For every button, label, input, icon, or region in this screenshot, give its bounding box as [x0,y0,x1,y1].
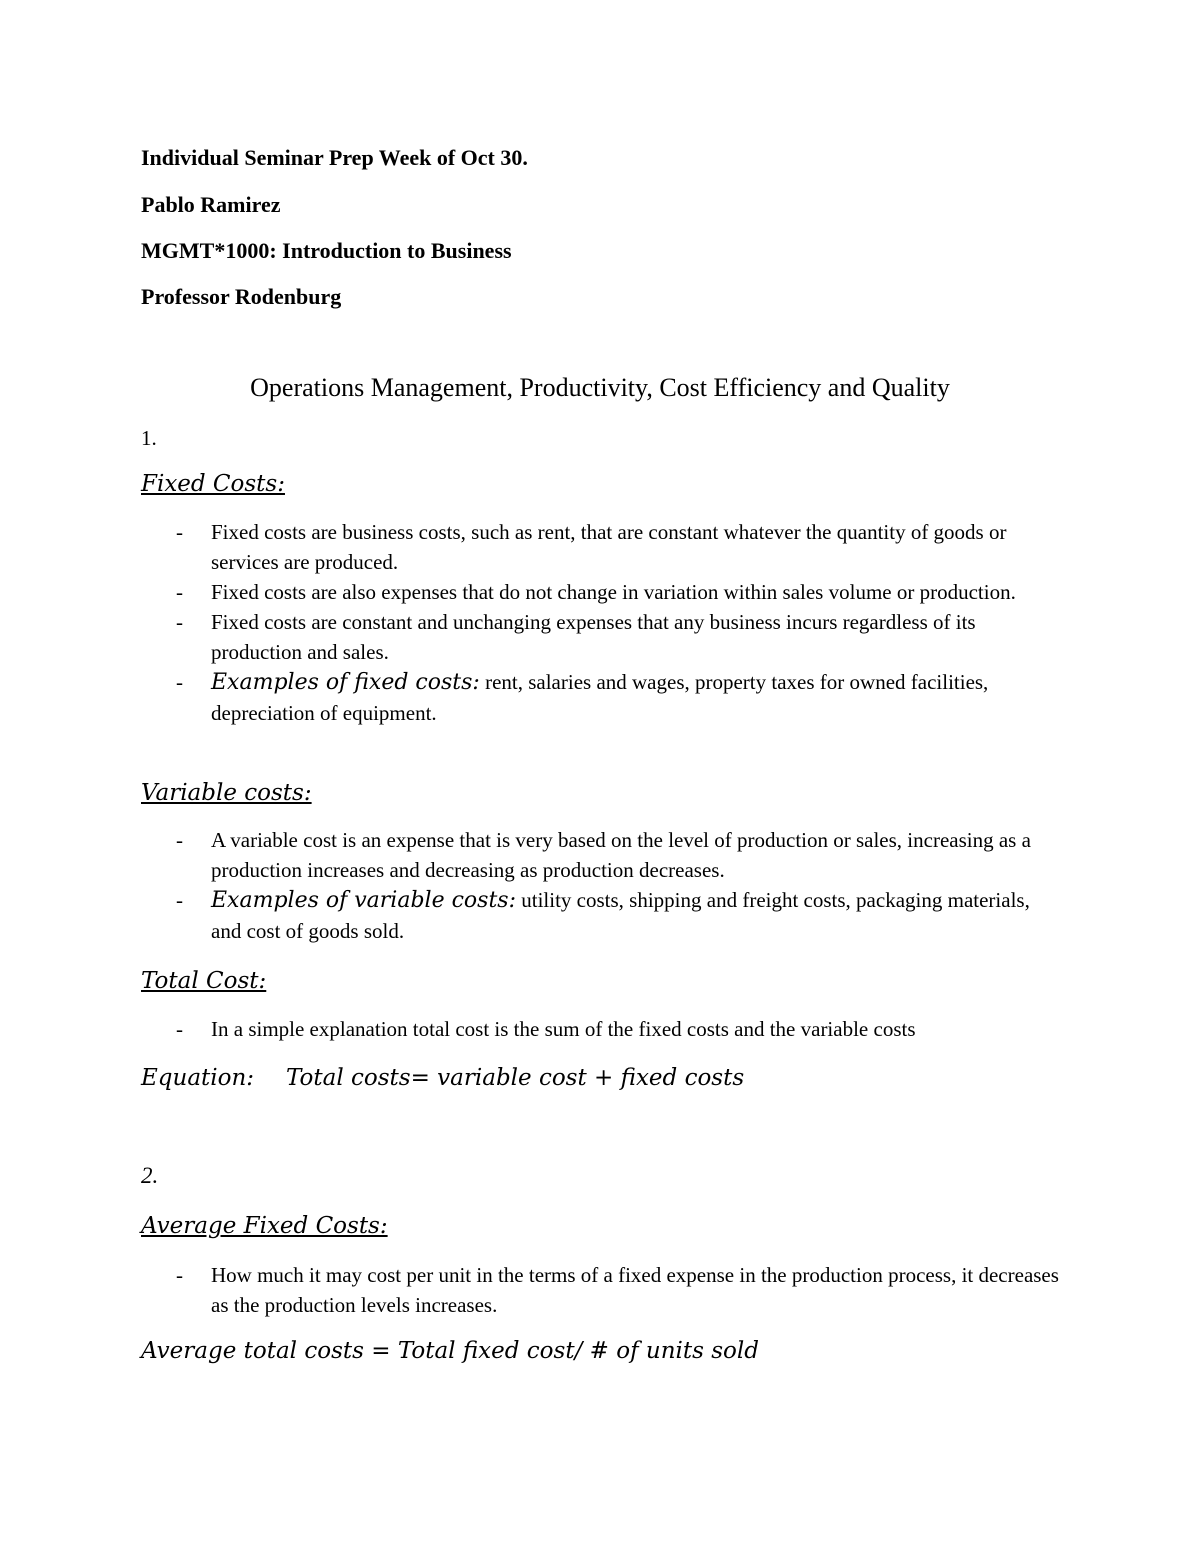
equation-label: Equation: [141,1065,255,1091]
question-number-1: 1. [141,426,157,450]
variable-costs-list [141,825,1061,946]
list-item-text: Fixed costs are constant and unchanging expenses that any business incurs regardless of its production and sales. [211,610,976,664]
total-cost-equation [141,1064,744,1092]
example-text: rent, salaries and wages, property taxes for owned facilities, depreciation of equipment. [211,670,989,725]
seminar-title-line: Individual Seminar Prep Week of Oct 30. [141,145,528,170]
fixed-costs-heading: Fixed Costs: [141,471,285,497]
average-fixed-costs-heading: Average Fixed Costs: [141,1213,388,1239]
list-item [141,517,1061,577]
course-name: MGMT*1000: Introduction to Business [141,238,512,263]
list-item [141,1260,1061,1320]
dash-marker: - [176,520,183,544]
list-item [141,1014,1061,1044]
dash-marker: - [176,888,183,912]
question-number-2: 2. [141,1163,159,1188]
average-fixed-costs-list [141,1260,1061,1320]
example-text: utility costs, shipping and freight costs, packaging materials, and cost of goods sold. [211,888,1030,943]
list-item-text: In a simple explanation total cost is the sum of the fixed costs and the variable costs [211,1017,916,1041]
professor-name: Professor Rodenburg [141,284,342,309]
variable-costs-heading: Variable costs: [141,780,312,806]
list-item-text: Fixed costs are business costs, such as rent, that are constant whatever the quantity of goods or services are produced. [211,520,1007,574]
student-name: Pablo Ramirez [141,192,281,217]
list-item-text: A variable cost is an expense that is very based on the level of production or sales, increasing as a production increases and decreasing as production decreases. [211,828,1031,882]
dash-marker: - [176,828,183,852]
equation-text: Total costs= variable cost + fixed costs [286,1065,745,1091]
dash-marker: - [176,1017,183,1041]
example-label: Examples of fixed costs: [211,670,480,695]
list-item [141,825,1061,885]
list-item [141,885,1061,946]
fixed-costs-list [141,517,1061,728]
total-cost-heading: Total Cost: [141,968,267,994]
dash-marker: - [176,580,183,604]
average-cost-equation: Average total costs = Total fixed cost/ # of units sold [141,1338,759,1364]
list-item-text: Fixed costs are also expenses that do not change in variation within sales volume or production. [211,580,1016,604]
example-label: Examples of variable costs: [211,888,516,913]
list-item [141,577,1061,607]
list-item-text: How much it may cost per unit in the terms of a fixed expense in the production process, it decreases as the production levels increases. [211,1263,1059,1317]
list-item [141,667,1061,728]
list-item [141,607,1061,667]
dash-marker: - [176,670,183,694]
total-cost-list [141,1014,1061,1044]
document-title: Operations Management, Productivity, Cost Efficiency and Quality [250,373,950,402]
dash-marker: - [176,610,183,634]
dash-marker: - [176,1263,183,1287]
